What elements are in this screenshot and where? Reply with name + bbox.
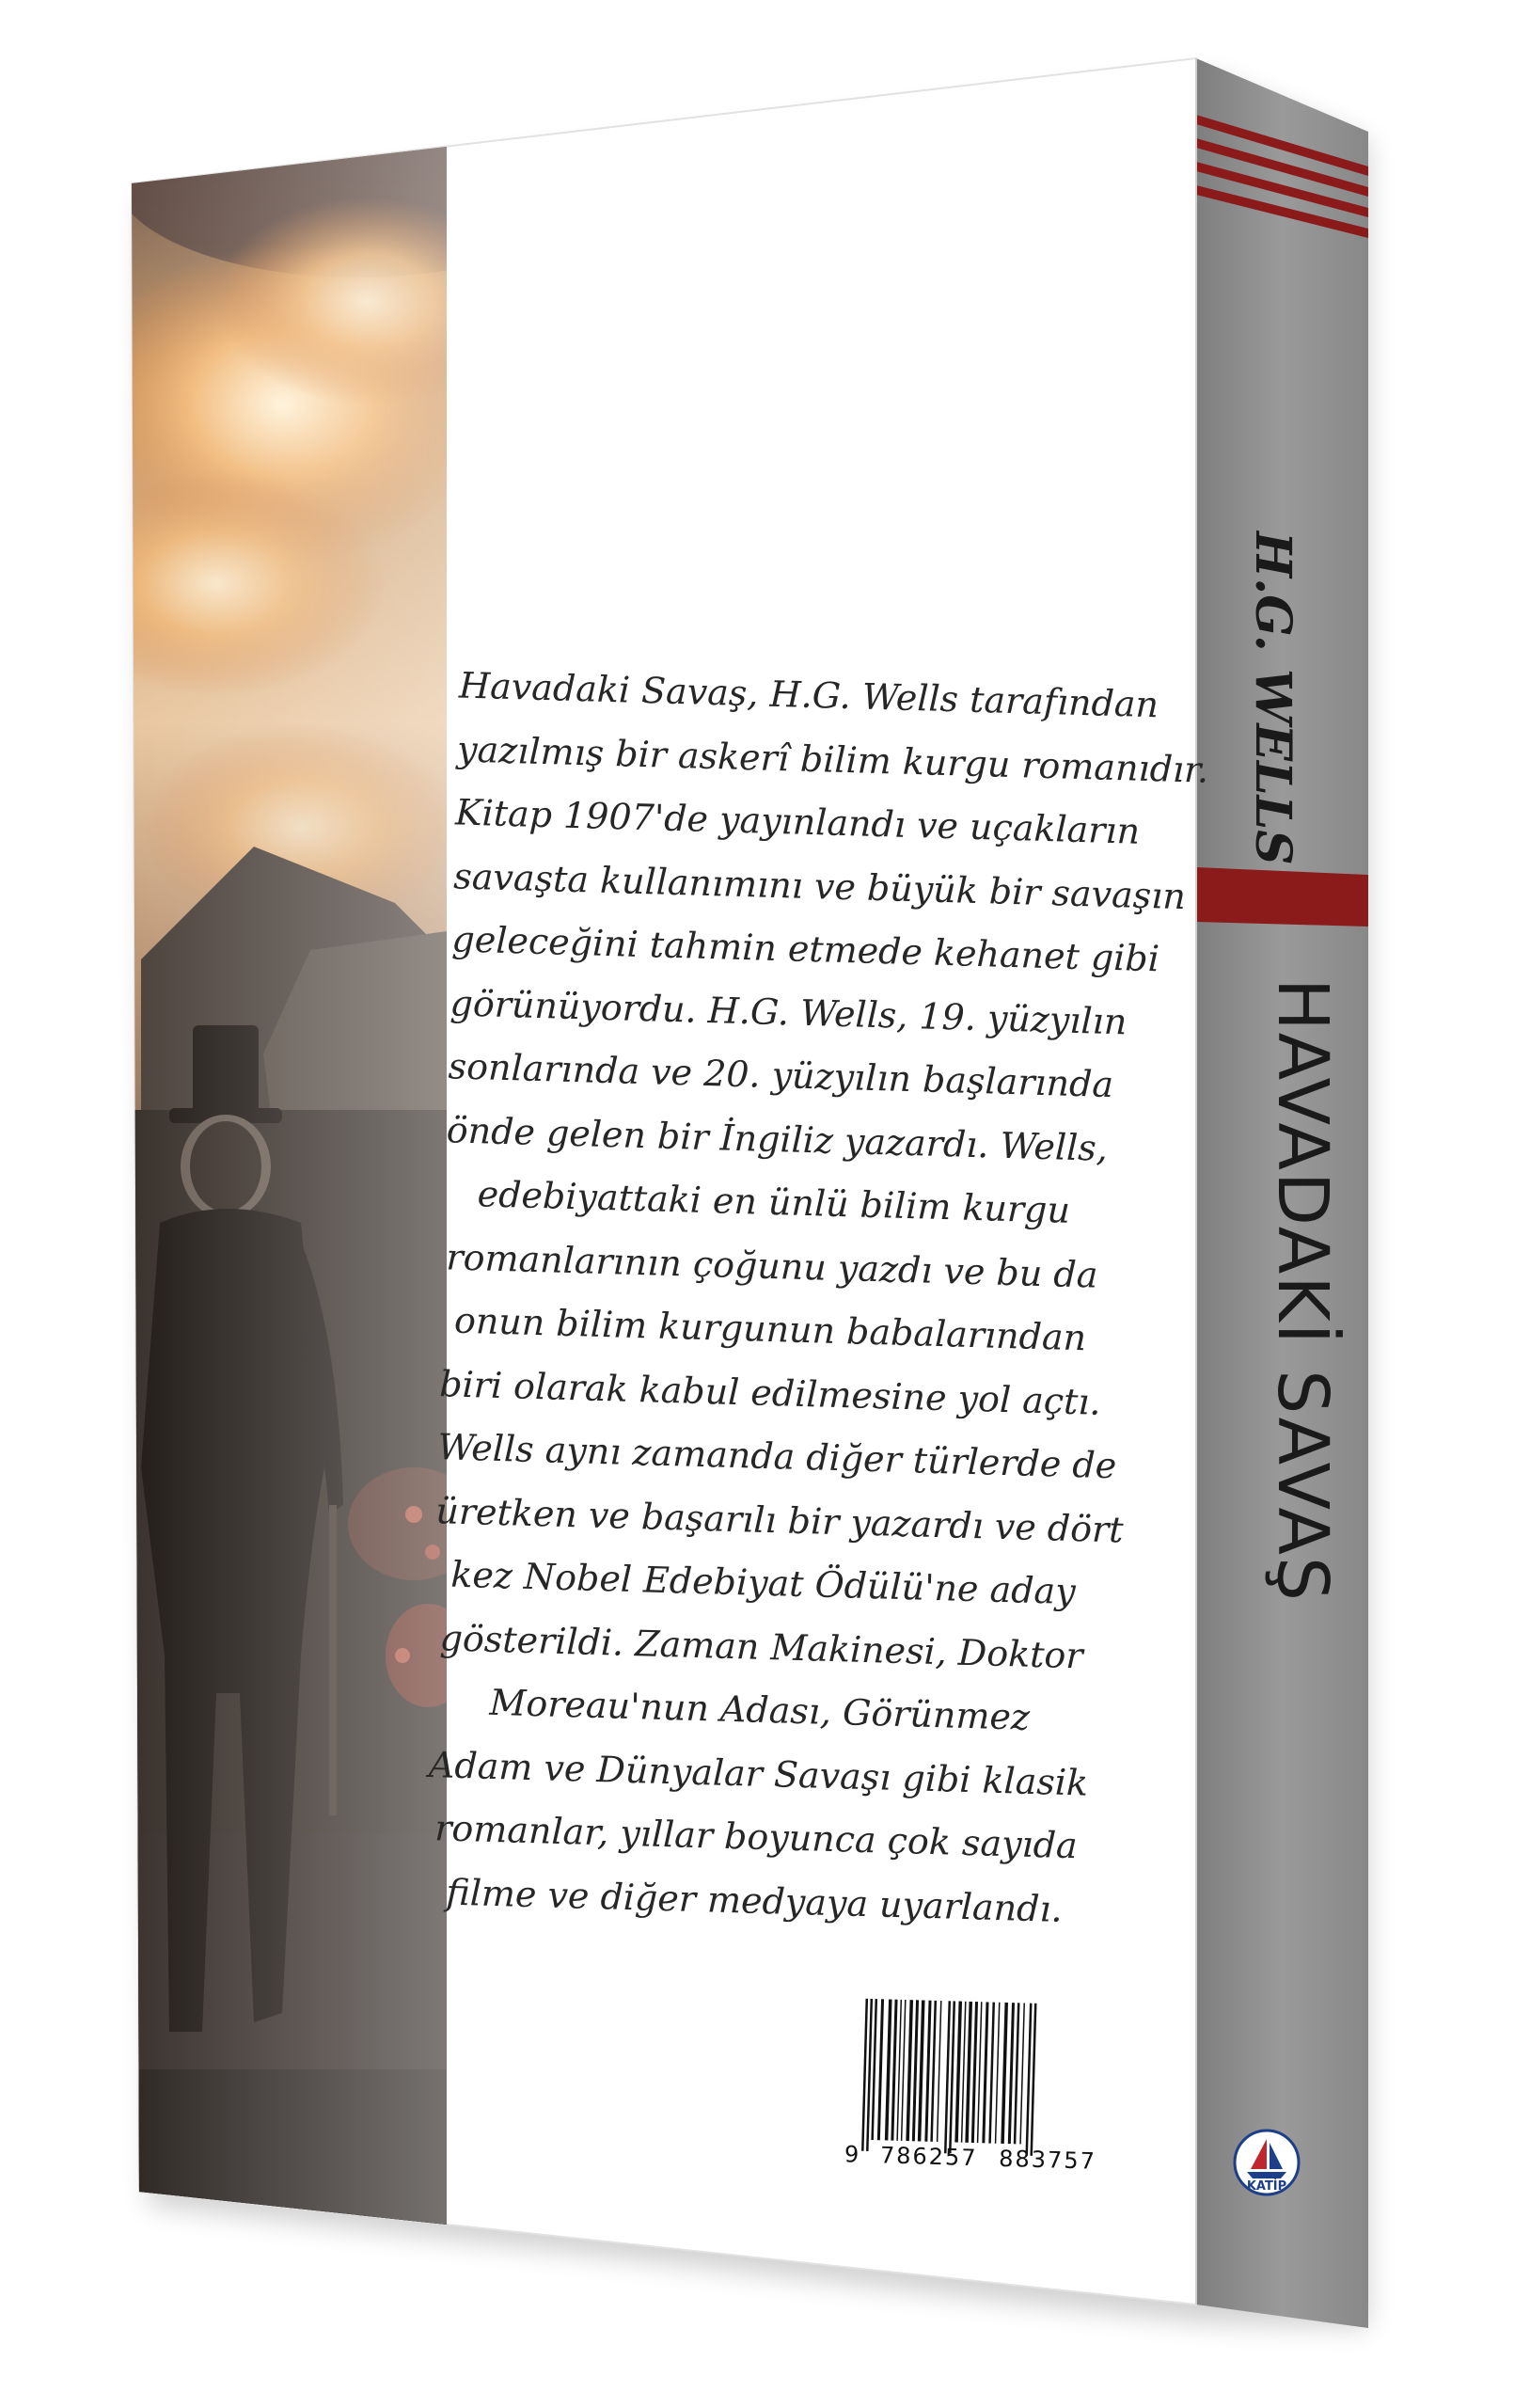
blurb-line: romanlar, yıllar boyunca çok sayıda xyxy=(434,1807,1079,1867)
blurb-line: yazılmış bir askerî bilim kurgu romanıdır. xyxy=(456,727,1209,791)
blurb-line: Havadaki Savaş, H.G. Wells tarafından xyxy=(458,664,1159,726)
blurb-line: sonlarında ve 20. yüzyılın başlarında xyxy=(448,1045,1114,1106)
blurb-line: kez Nobel Edebiyat Ödülü'ne aday xyxy=(450,1553,1077,1613)
blurb-line: önde gelen bir İngiliz yazardı. Wells, xyxy=(446,1108,1109,1169)
publisher-logo-text: KATİP xyxy=(1246,2179,1287,2194)
blurb-line: Adam ve Dünyalar Savaşı gibi klasik xyxy=(428,1743,1089,1804)
blurb-line: edebiyattaki en ünlü bilim kurgu xyxy=(477,1173,1071,1231)
blurb-line: görünüyordu. H.G. Wells, 19. yüzyılın xyxy=(450,981,1128,1042)
sailboat-logo-icon xyxy=(1232,2128,1301,2197)
blurb-line: biri olarak kabul edilmesine yol açtı. xyxy=(438,1362,1102,1423)
barcode-digit-group: 883757 xyxy=(998,2145,1097,2175)
isbn-barcode xyxy=(844,1988,1100,2183)
blurb-line: filme ve diğer medyaya uyarlandı. xyxy=(445,1871,1064,1930)
blurb-line: üretken ve başarılı bir yazardı ve dört xyxy=(434,1489,1125,1551)
blurb-line: Moreau'nun Adası, Görünmez xyxy=(488,1681,1031,1738)
blurb-line: geleceğini tahmin etmede kehanet gibi xyxy=(450,918,1160,980)
barcode-digit-group: 786257 xyxy=(879,2142,978,2172)
blurb-line: Wells aynı zamanda diğer türlerde de xyxy=(436,1426,1117,1487)
spine-title: HAVADAKİ SAVAŞ xyxy=(1262,978,1343,1603)
barcode-digit-first: 9 xyxy=(844,2141,860,2168)
barcode-digits xyxy=(844,2141,1097,2174)
blurb-text xyxy=(424,654,1209,1941)
blurb-line: Kitap 1907'de yayınlandı ve uçakların xyxy=(454,791,1141,852)
spine-author: H.G. WELLS xyxy=(1244,531,1301,865)
blurb-line: romanlarının çoğunu yazdı ve bu da xyxy=(445,1235,1098,1296)
blurb-line: onun bilim kurgunun babalarından xyxy=(453,1299,1087,1359)
blurb-line: gösterildi. Zaman Makinesi, Doktor xyxy=(439,1616,1084,1676)
blurb-line: savaşta kullanımını ve büyük bir savaşın xyxy=(452,854,1187,917)
